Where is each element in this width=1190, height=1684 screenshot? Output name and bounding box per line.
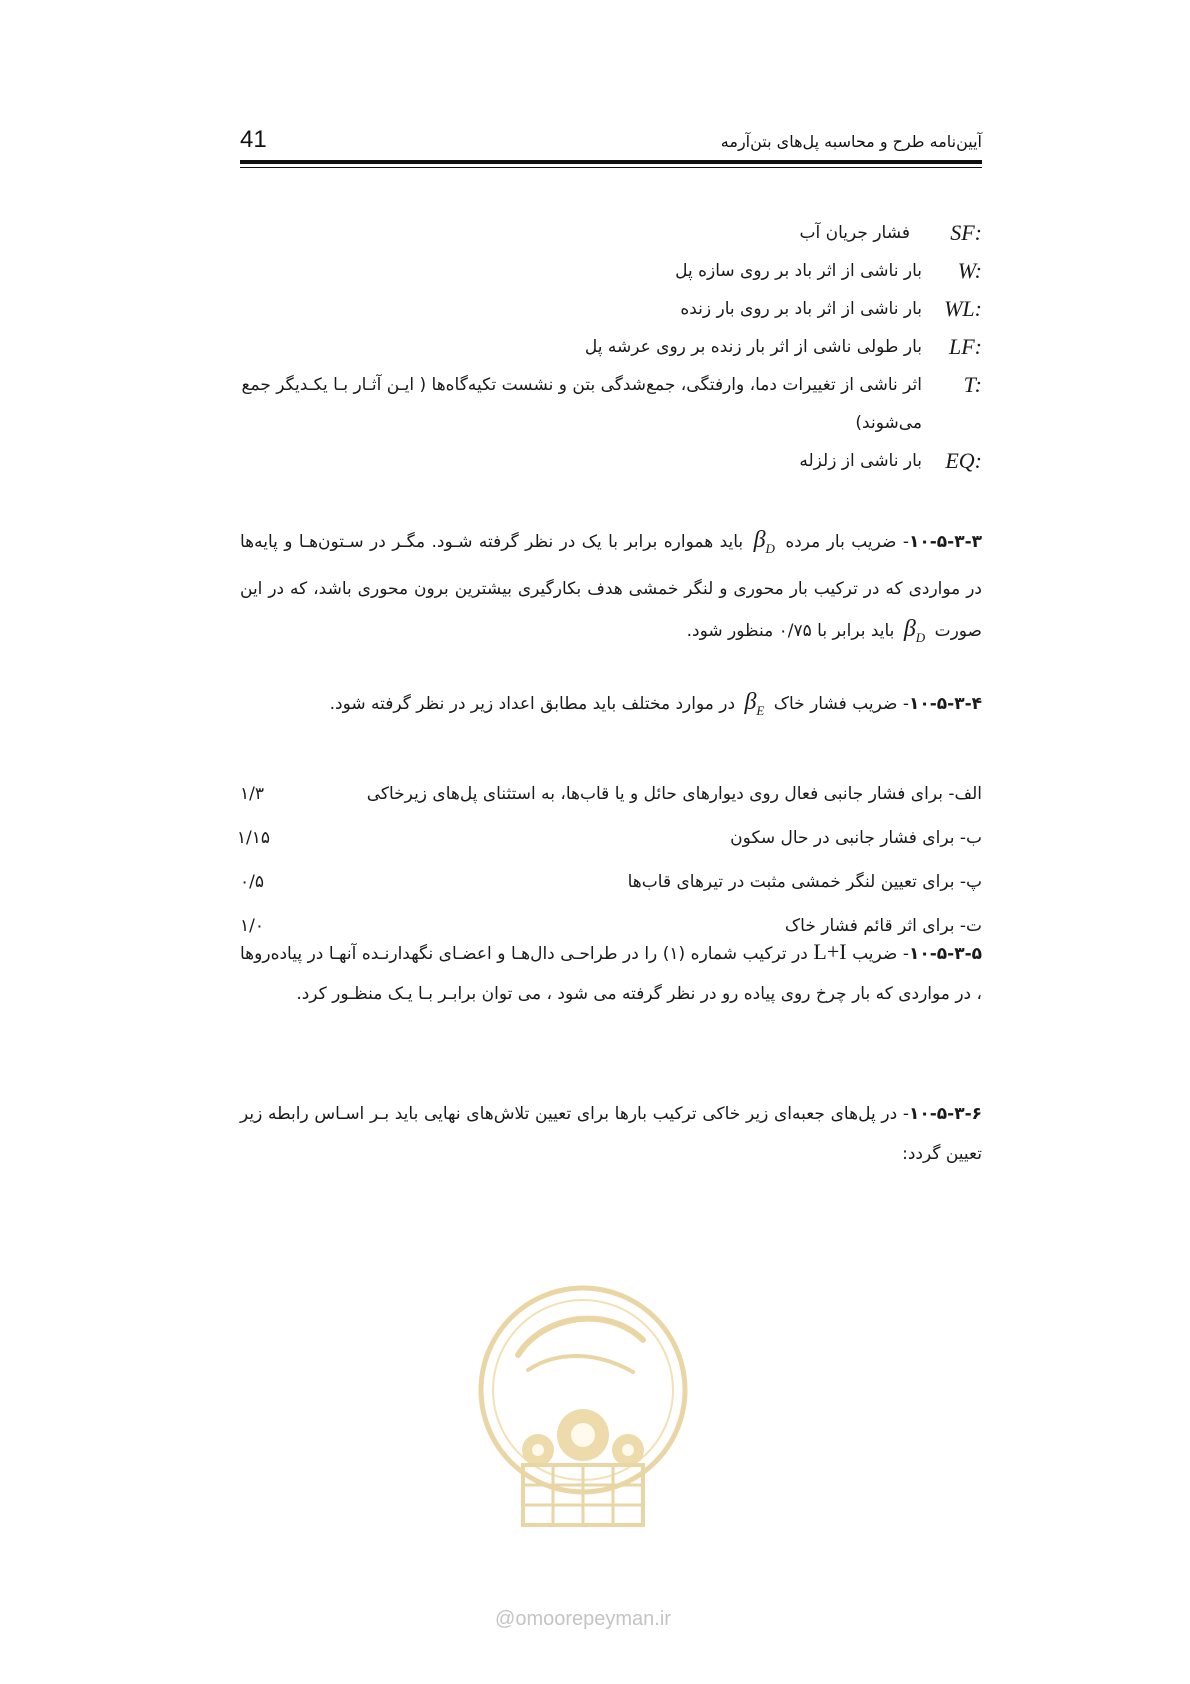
definition-list (240, 214, 982, 480)
footer-url: @omoorepeyman.ir (495, 1608, 671, 1630)
section-text: - ضریب بار مرده (785, 532, 909, 552)
factor-row (240, 772, 982, 816)
definition-row (240, 290, 982, 328)
header-rule-thick (240, 160, 982, 164)
definition-row (240, 214, 982, 252)
definition-text: فشار جریان آب (799, 223, 910, 243)
definition-text: بار ناشی از اثر باد بر روی سازه پل (675, 261, 922, 281)
watermark-seal (458, 1260, 708, 1580)
section-text: - ضریب (852, 944, 909, 964)
definition-symbol: WL: (944, 296, 982, 321)
section-10-5-3-6 (240, 1094, 982, 1174)
definition-row (240, 366, 982, 442)
definition-text: بار ناشی از اثر باد بر روی بار زنده (680, 299, 922, 319)
factor-value: ۱/۱۵ (236, 828, 270, 848)
section-text: - در پل‌های جعبه‌ای زیر خاکی ترکیب بارها برای تعیین تلاش‌های نهایی باید بـر اسـاس رابطه زیر تعیین گردد: (240, 1104, 982, 1164)
section-10-5-3-5 (240, 932, 982, 1014)
factor-value: ۰/۵ (240, 872, 264, 892)
section-number: ۱۰-۵-۳-۴ (908, 694, 982, 714)
definition-symbol: LF: (949, 334, 982, 359)
definition-text: اثر ناشی از تغییرات دما، وارفتگی، جمع‌شدگی بتن و نشست تکیه‌گاه‌ها ( ایـن آثـار بـا یکـدیگر جمع می‌شوند) (241, 375, 922, 433)
seal-logo-icon (458, 1260, 708, 1580)
definition-row (240, 442, 982, 480)
factor-value: ۱/۳ (240, 784, 264, 804)
factor-label: ب- برای فشار جانبی در حال سکون (730, 828, 982, 848)
definition-symbol: W: (957, 258, 982, 283)
factor-row (240, 860, 982, 904)
factor-label: الف- برای فشار جانبی فعال روی دیوارهای حائل و یا قاب‌ها، به استثنای پل‌های زیرخاکی (366, 784, 982, 804)
section-text: باید برابر با ۰/۷۵ منظور شود. (686, 620, 895, 641)
factor-value: ۱/۰ (240, 916, 264, 936)
running-title: آیین‌نامه طرح و محاسبه پل‌های بتن‌آرمه (720, 132, 982, 151)
factor-row (236, 816, 982, 860)
definition-text: بار طولی ناشی از اثر بار زنده بر روی عرشه پل (584, 337, 922, 357)
beta-d-symbol: $\beta_D$ (753, 527, 775, 556)
page-number: 41 (240, 126, 267, 153)
section-number: ۱۰-۵-۳-۳ (908, 532, 983, 552)
definition-symbol: SF: (950, 220, 982, 245)
section-text: در موارد مختلف باید مطابق اعداد زیر در نظر گرفته شود. (329, 694, 736, 714)
section-number: ۱۰-۵-۳-۶ (908, 1104, 982, 1124)
soil-pressure-factor-list (236, 772, 982, 948)
definition-symbol: EQ: (945, 448, 982, 473)
section-text: در ترکیب شماره (۱) را در طراحـی دال‌هـا و اعضـای نگهدارنـده آنهـا در پیاده‌روها ، در مواردی که بار چرخ روی پیاده رو در نظر گرفته می شود ، می توان برابـر بـا یـک منظـور کرد. (240, 944, 982, 1004)
definition-symbol: T: (963, 372, 982, 397)
section-number: ۱۰-۵-۳-۵ (908, 944, 983, 964)
section-10-5-3-3 (240, 520, 982, 658)
l-plus-i-symbol: L+I (813, 939, 847, 964)
definition-row (240, 328, 982, 366)
section-text: - ضریب فشار خاک (773, 694, 909, 714)
header-rule-thin (240, 167, 982, 168)
beta-e-symbol: $\beta_E$ (744, 689, 765, 718)
definition-text: بار ناشی از زلزله (799, 451, 922, 471)
beta-d-symbol: $\beta_D$ (903, 615, 926, 645)
section-text: باید همواره برابر با یک در نظر گرفته شـود. مگـر در سـتون‌هـا و پایه‌ها در مواردی که در ترکیب بار محوری و لنگر خمشی هدف بکارگیری بیشترین برون محوری باشد، که در این صورت (240, 532, 982, 641)
section-10-5-3-4 (240, 682, 982, 731)
definition-row (240, 252, 982, 290)
factor-label: پ- برای تعیین لنگر خمشی مثبت در تیرهای قاب‌ها (627, 872, 982, 892)
factor-label: ت- برای اثر قائم فشار خاک (784, 916, 982, 936)
